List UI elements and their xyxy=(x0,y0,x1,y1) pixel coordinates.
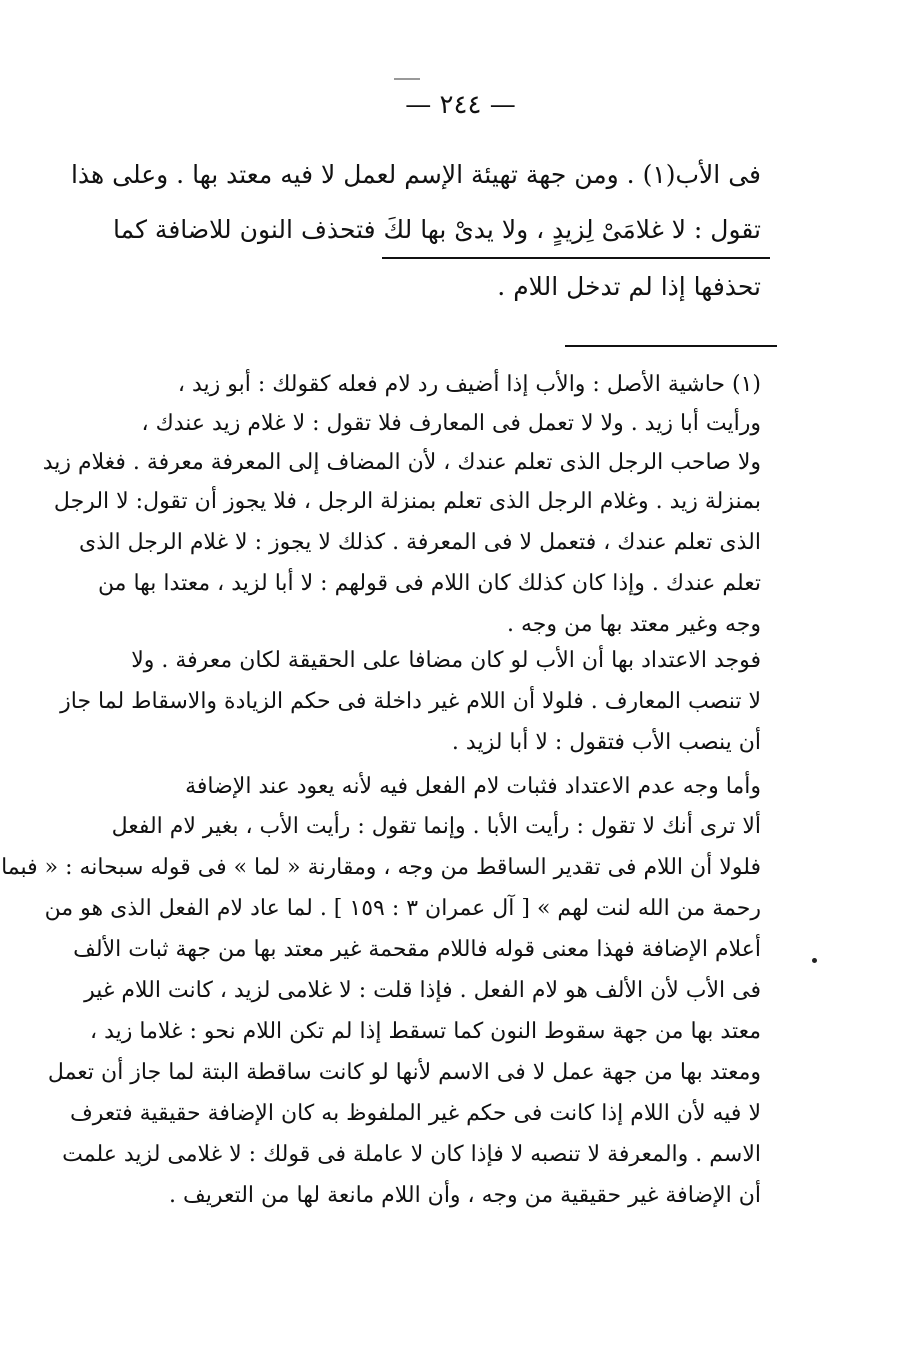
footnote-line: فى الأب لأن الألف هو لام الفعل . فإذا قلت : لا غلامى لزيد ، كانت اللام غير xyxy=(84,978,761,1003)
footnote-separator xyxy=(565,345,777,347)
footnote-line: أن الإضافة غير حقيقية من وجه ، وأن اللام مانعة لها من التعريف . xyxy=(168,1183,761,1208)
footnote-line: ألا ترى أنك لا تقول : رأيت الأبا . وإنما تقول : رأيت الأب ، بغير لام الفعل xyxy=(111,814,761,839)
footnote-line: ورأيت أبا زيد . ولا لا تعمل فى المعارف فلا تقول : لا غلام زيد عندك ، xyxy=(141,411,761,436)
footnote-line: ولا صاحب الرجل الذى تعلم عندك ، لأن المضاف إلى المعرفة معرفة . فغلام زيد xyxy=(42,450,761,475)
print-mark xyxy=(394,78,420,80)
footnote-line: رحمة من الله لنت لهم » [ آل عمران ٣ : ١٥٩ ] . لما عاد لام الفعل الذى هو من xyxy=(44,896,761,921)
footnote-line: الذى تعلم عندك ، فتعمل لا فى المعرفة . كذلك لا يجوز : لا غلام الرجل الذى xyxy=(79,530,761,555)
footnote-line: (١) حاشية الأصل : والأب إذا أضيف رد لام فعله كقولك : أبو زيد ، xyxy=(177,372,761,397)
footnote-line: فوجد الاعتداد بها أن الأب لو كان مضافا على الحقيقة لكان معرفة . ولا xyxy=(131,648,761,673)
ink-dot xyxy=(812,958,817,963)
footnote-line: أعلام الإضافة فهذا معنى قوله فاللام مقحمة غير معتد بها من جهة ثبات الألف xyxy=(73,937,761,962)
page-number: — ٢٤٤ — xyxy=(405,90,516,120)
footnote-line: لا فيه لأن اللام إذا كانت فى حكم غير الملفوظ به كان الإضافة حقيقية فتعرف xyxy=(69,1101,761,1126)
text-underline xyxy=(382,257,770,259)
footnote-line: تعلم عندك . وإذا كان كذلك كان اللام فى قولهم : لا أبا لزيد ، معتدا بها من xyxy=(97,571,761,596)
footnote-line: ومعتد بها من جهة عمل لا فى الاسم لأنها لو كانت ساقطة البتة لما جاز أن تعمل xyxy=(47,1060,761,1085)
footnote-line: فلولا أن اللام فى تقدير الساقط من وجه ، ومقارنة « لما » فى قوله سبحانه : « فبما xyxy=(1,855,761,880)
footnote-line: الاسم . والمعرفة لا تنصبه لا فإذا كان لا عاملة فى قولك : لا غلامى لزيد علمت xyxy=(62,1142,761,1167)
footnote-line: وأما وجه عدم الاعتداد فثبات لام الفعل فيه لأنه يعود عند الإضافة xyxy=(185,774,761,799)
footnote-line: أن ينصب الأب فتقول : لا أبا لزيد . xyxy=(451,730,761,755)
main-text-line: تقول : لا غلامَىْ لِزيدٍ ، ولا يدىْ بها لكَ فتحذف النون للاضافة كما xyxy=(113,215,761,244)
footnote-line: معتد بها من جهة سقوط النون كما تسقط إذا لم تكن اللام نحو : غلاما زيد ، xyxy=(90,1019,761,1044)
main-text-line: تحذفها إذا لم تدخل اللام . xyxy=(497,272,761,301)
main-text-line: فى الأب(١) . ومن جهة تهيئة الإسم لعمل لا فيه معتد بها . وعلى هذا xyxy=(70,160,761,189)
footnote-line: لا تنصب المعارف . فلولا أن اللام غير داخلة فى حكم الزيادة والاسقاط لما جاز xyxy=(60,689,761,714)
footnote-line: بمنزلة زيد . وغلام الرجل الذى تعلم بمنزلة الرجل ، فلا يجوز أن تقول: لا الرجل xyxy=(53,489,761,514)
footnote-line: وجه وغير معتد بها من وجه . xyxy=(507,612,761,637)
